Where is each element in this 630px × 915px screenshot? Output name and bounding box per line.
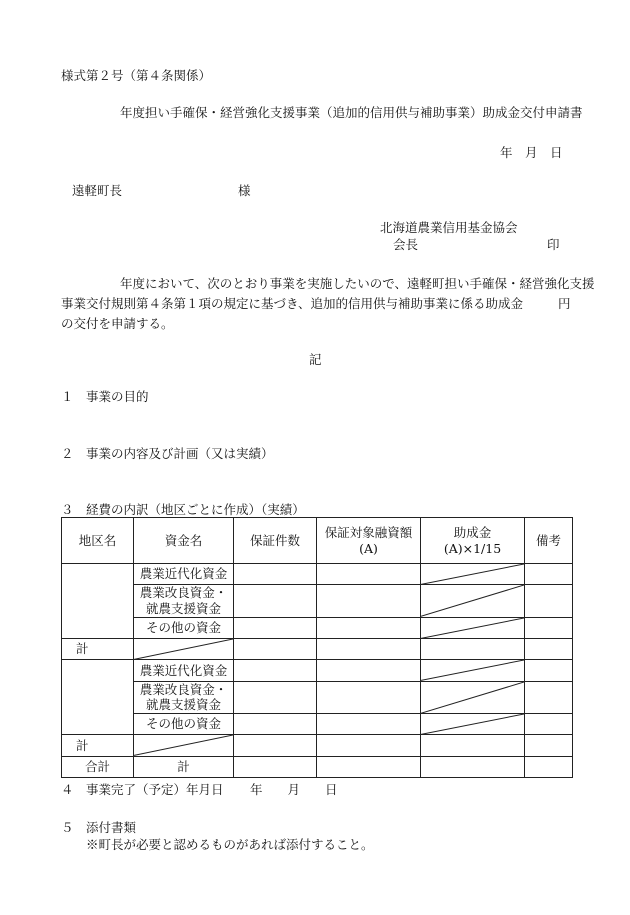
subsidy-cell (421, 681, 525, 713)
guarantee-count-cell[interactable] (234, 735, 317, 756)
applicant-organization: 北海道農業信用基金協会 (380, 220, 518, 235)
section-4-date: 年 月 日 (250, 782, 338, 797)
remarks-cell[interactable] (525, 681, 573, 713)
section-5: ５ 添付書類 (61, 820, 137, 835)
subsidy-cell[interactable] (421, 639, 525, 660)
header-loan-amount-line1: 保証対象融資額 (324, 524, 413, 540)
loan-amount-cell[interactable] (317, 681, 421, 713)
subsidy-cell[interactable] (421, 756, 525, 777)
remarks-cell[interactable] (525, 756, 573, 777)
fund-slash-cell (134, 735, 234, 756)
subtotal-row (62, 735, 573, 756)
loan-amount-cell[interactable] (317, 735, 421, 756)
fund-slash-cell (134, 639, 234, 660)
subsidy-cell (421, 714, 525, 735)
fund-improvement: 農業改良資金・就農支援資金 (134, 585, 234, 617)
grand-total-fund-label: 計 (134, 756, 234, 777)
fund-other: その他の資金 (134, 714, 234, 735)
section-2: ２ 事業の内容及び計画（又は実績） (61, 446, 274, 461)
ki-heading: 記 (309, 352, 322, 367)
diagonal-slash (421, 714, 524, 734)
loan-amount-cell[interactable] (317, 617, 421, 638)
table-row (62, 617, 573, 638)
subsidy-cell (421, 585, 525, 617)
header-district: 地区名 (62, 518, 134, 564)
guarantee-count-cell[interactable] (234, 660, 317, 681)
table-row (62, 681, 573, 713)
date-line: 年 月 日 (500, 145, 563, 160)
guarantee-count-cell[interactable] (234, 639, 317, 660)
form-number: 様式第２号（第４条関係） (61, 68, 212, 83)
subsidy-cell (421, 660, 525, 681)
fund-modernization: 農業近代化資金 (134, 660, 234, 681)
header-fund: 資金名 (134, 518, 234, 564)
diagonal-slash (421, 618, 524, 638)
grand-total-label: 合計 (62, 756, 134, 777)
body-line-1: 年度において、次のとおり事業を実施したいので、遠軽町担い手確保・経営強化支援 (120, 276, 595, 291)
addressee-honorific: 様 (238, 183, 251, 198)
header-remarks: 備考 (525, 518, 573, 564)
diagonal-slash (421, 660, 524, 680)
document-title: 年度担い手確保・経営強化支援事業（追加的信用供与補助事業）助成金交付申請書 (120, 105, 583, 120)
remarks-cell[interactable] (525, 564, 573, 585)
addressee: 遠軽町長 (72, 183, 123, 198)
section-1: １ 事業の目的 (61, 389, 149, 404)
guarantee-count-cell[interactable] (234, 564, 317, 585)
header-loan-amount-line2: (A) (359, 540, 378, 556)
table-row (62, 585, 573, 617)
loan-amount-cell[interactable] (317, 756, 421, 777)
fund-improvement: 農業改良資金・就農支援資金 (134, 681, 234, 713)
table-header-row (62, 518, 573, 564)
subtotal-label: 計 (62, 639, 134, 660)
diagonal-slash (134, 735, 233, 755)
guarantee-count-cell[interactable] (234, 756, 317, 777)
header-subsidy-line2: (A)×1/15 (443, 540, 502, 556)
applicant-role: 会長 (393, 237, 419, 252)
body-line-3: の交付を申請する。 (61, 316, 174, 331)
subtotal-label: 計 (62, 735, 134, 756)
remarks-cell[interactable] (525, 617, 573, 638)
table-row (62, 660, 573, 681)
section-5-note: ※町長が必要と認めるものがあれば添付すること。 (86, 837, 374, 852)
remarks-cell[interactable] (525, 714, 573, 735)
diagonal-slash (421, 585, 524, 616)
guarantee-count-cell[interactable] (234, 585, 317, 617)
subsidy-cell[interactable] (421, 735, 525, 756)
district-cell[interactable] (62, 564, 134, 639)
loan-amount-cell[interactable] (317, 564, 421, 585)
fund-other: その他の資金 (134, 617, 234, 638)
section-4-label: ４ 事業完了（予定）年月日 (61, 782, 224, 797)
subsidy-cell (421, 564, 525, 585)
applicant-seal: 印 (547, 237, 560, 252)
district-cell[interactable] (62, 660, 134, 735)
header-guarantee-count: 保証件数 (234, 518, 317, 564)
expense-table (61, 517, 573, 778)
header-loan-amount (317, 518, 421, 564)
guarantee-count-cell[interactable] (234, 714, 317, 735)
header-subsidy (421, 518, 525, 564)
remarks-cell[interactable] (525, 735, 573, 756)
header-subsidy-line1: 助成金 (453, 524, 492, 540)
remarks-cell[interactable] (525, 585, 573, 617)
table-row (62, 564, 573, 585)
table-row (62, 714, 573, 735)
body-yen: 円 (558, 296, 571, 311)
guarantee-count-cell[interactable] (234, 681, 317, 713)
subtotal-row (62, 639, 573, 660)
loan-amount-cell[interactable] (317, 660, 421, 681)
diagonal-slash (134, 639, 233, 659)
remarks-cell[interactable] (525, 660, 573, 681)
remarks-cell[interactable] (525, 639, 573, 660)
fund-modernization: 農業近代化資金 (134, 564, 234, 585)
guarantee-count-cell[interactable] (234, 617, 317, 638)
body-line-2: 事業交付規則第４条第１項の規定に基づき、追加的信用供与補助事業に係る助成金 (61, 296, 524, 311)
diagonal-slash (421, 682, 524, 713)
subsidy-cell (421, 617, 525, 638)
section-3: ３ 経費の内訳（地区ごとに作成）（実績） (61, 502, 305, 517)
loan-amount-cell[interactable] (317, 639, 421, 660)
loan-amount-cell[interactable] (317, 585, 421, 617)
grand-total-row (62, 756, 573, 777)
loan-amount-cell[interactable] (317, 714, 421, 735)
diagonal-slash (421, 564, 524, 584)
